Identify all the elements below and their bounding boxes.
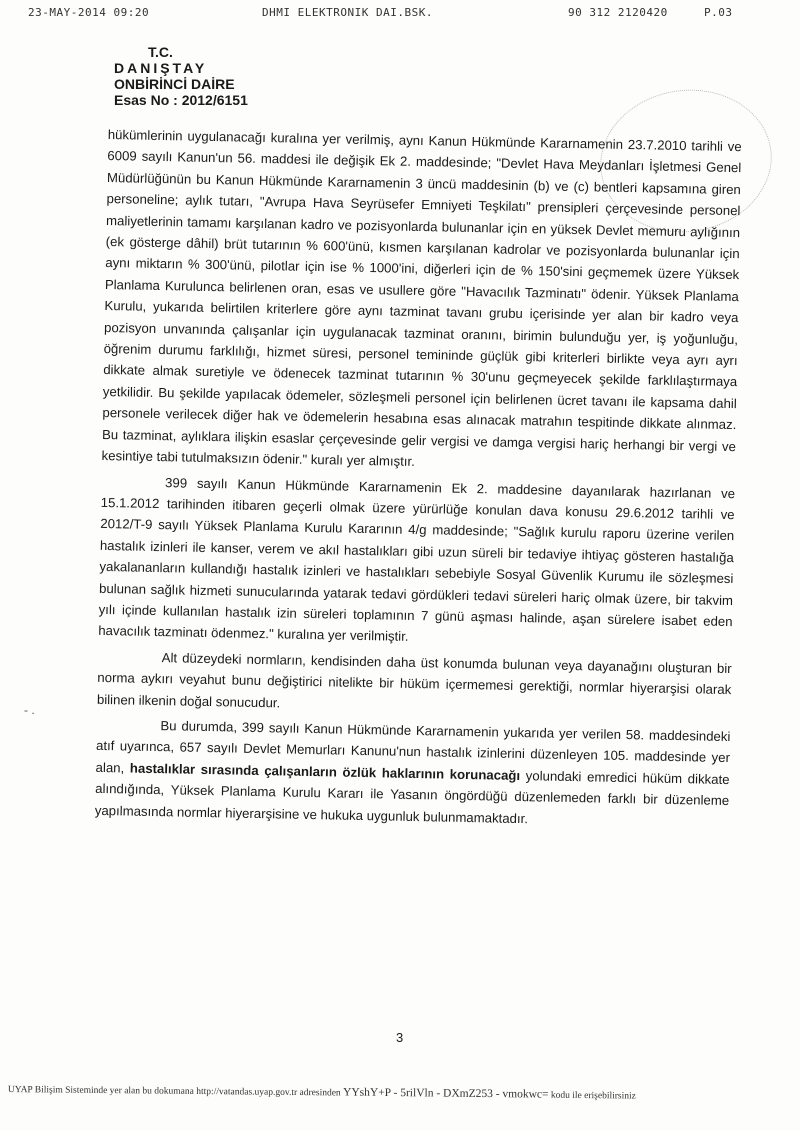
uyap-footer — [8, 1083, 768, 1103]
paragraph-4-part-b: yolundaki emredici hüküm dikkate alındığında, Yüksek Planlama Kurulu Kararı ile Yasanın öngördüğü düzenlemeden farklı bir düzenleme yapılmasında normlar hiyerarşisine ve hukuka uygunluk bulunmamaktadır. — [94, 767, 730, 826]
page-number: 3 — [396, 1030, 404, 1045]
document-body — [95, 124, 742, 833]
court-header — [114, 44, 248, 108]
paragraph-3: Alt düzeydeki normların, kendisinden daha üst konumda bulunan veya dayanağını oluşturan bir norma aykırı veyahut bunu değiştirici nitelikte bir hüküm içermemesi gerektiği, normlar hiyerarşisi olarak bilinen ilkenin doğal sonucudur. — [96, 649, 732, 710]
fax-page: P.03 — [704, 6, 733, 19]
paragraph-4 — [95, 714, 731, 833]
footer-tail: kodu ile erişebilirsiniz — [550, 1090, 636, 1102]
paragraph-1: hükümlerinin uygulanacağı kuralına yer verilmiş, aynı Kanun Hükmünde Kararnamenin 23.7.2010 tarihli ve 6009 sayılı Kanun'un 56. maddesi ile değişik Ek 2. maddesinde; "Devlet Hava Meydanları İşletmesi Genel Müdürlüğünün bu Kanun Hükmünde Kararnamenin 3 üncü maddesinin (b) ve (c) bentleri kapsamına giren personeline; aylık tutarı, "Avrupa Hava Seyrüsefer Emniyeti Teşkilatı" prensipleri çerçevesinde personel maliyetlerinin tamamı karşılanan kadro ve pozisyonlarda bulunanlar için en yüksek Devlet memuru aylığının (ek gösterge dâhil) brüt tutarının % 600'ünü, kısmen karşılanan kadrolar ve pozisyonlarda bulunanlar için aynı miktarın % 300'ünü, pilotlar için ise % 1000'ini, diğerleri için de % 150'sini geçmemek üzere Yüksek Planlama Kurulunca belirlenen oran, esas ve usullere göre "Havacılık Tazminatı" ödenir. Yüksek Planlama Kurulu, yukarıda belirtilen kriterlere göre aynı tazminat tavanı grubu içerisinde yer alan bir kadro veya pozisyon unvanında çalışanlar için uygulanacak tazminat oranını, birimin bulunduğu yer, iş yoğunluğu, öğrenim durumu farklılığı, hizmet süresi, personel temininde güçlük gibi kriterleri birlikte veya ayrı ayrı dikkate almak suretiyle ve ödenecek tazminat tutarının % 30'unu geçmeyecek şekilde farklılaştırmaya yetkilidir. Bu şekilde yapılacak ödemeler, sözleşmeli personel için belirlenen ücret tavanı ile kapsama dahil personele verilecek diğer hak ve ödemelerin hesabına esas alınacak matrahın tespitinde dikkate alınmaz. Bu tazminat, aylıklara ilişkin esaslar çerçevesinde gelir vergisi ve damga vergisi hariç herhangi bir vergi ve kesintiye tabi tutulmaksızın ödenir." kuralı yer almıştır. — [101, 126, 742, 470]
margin-mark: - . — [24, 703, 35, 717]
court-name: DANIŞTAY — [114, 60, 208, 76]
paragraph-2: 399 sayılı Kanun Hükmünde Kararnamenin Ek 2. maddesine dayanılarak hazırlanan ve 15.1.2012 tarihinden itibaren geçerli olmak üzere yürürlüğe konulan dava konusu 29.6.2012 tarihli ve 2012/T-9 sayılı Yüksek Planlama Kurulu Kararının 4/g maddesinde; "Sağlık kurulu raporu üzerine verilen hastalık izinleri ile kanser, verem ve akıl hastalıkları gibi uzun süreli bir tedaviye ihtiyaç gösteren hastalığa yakalananların kullandığı hastalık izinleri ve hastalıkları sebebiyle Sosyal Güvenlik Kurumu ile sözleşmesi bulunan sağlık hizmeti sunucularında yatarak tedavi gördükleri tedavi süreleri hariç olmak üzere, bir takvim yılı içinde kullanılan hastalık izin süreleri toplamının 7 günü aşması halinde, aşan sürelere isabet eden havacılık tazminatı ödenmez." kuralına yer verilmiştir. — [98, 474, 736, 645]
paragraph-4-part-a: Bu durumda, 399 sayılı Kanun Hükmünde Kararnamenin yukarıda yer verilen 58. maddesindeki atıf uyarınca, 657 sayılı Devlet Memurları Kanunu'nun hastalık izinlerini düzenleyen 105. maddesinde yer alan, — [95, 718, 731, 776]
fax-date-time: 23-MAY-2014 09:20 — [28, 6, 150, 19]
fax-header — [28, 6, 760, 22]
paragraph-4-bold: hastalıklar sırasında çalışanların özlük haklarının korunacağı — [129, 760, 521, 783]
footer-code: YYshY+P - 5rilVln - DXmZ253 - vmokwc= — [343, 1086, 549, 1101]
case-number: Esas No : 2012/6151 — [114, 92, 248, 108]
fax-sender: DHMI ELEKTRONIK DAI.BSK. — [262, 6, 433, 19]
fax-phone: 90 312 2120420 — [568, 6, 668, 19]
chamber-name: ONBİRİNCİ DAİRE — [114, 76, 235, 92]
footer-note: UYAP Bilişim Sisteminde yer alan bu dokumana http://vatandas.uyap.gov.tr adresinden — [7, 1084, 341, 1099]
tc-label: T.C. — [148, 44, 173, 60]
